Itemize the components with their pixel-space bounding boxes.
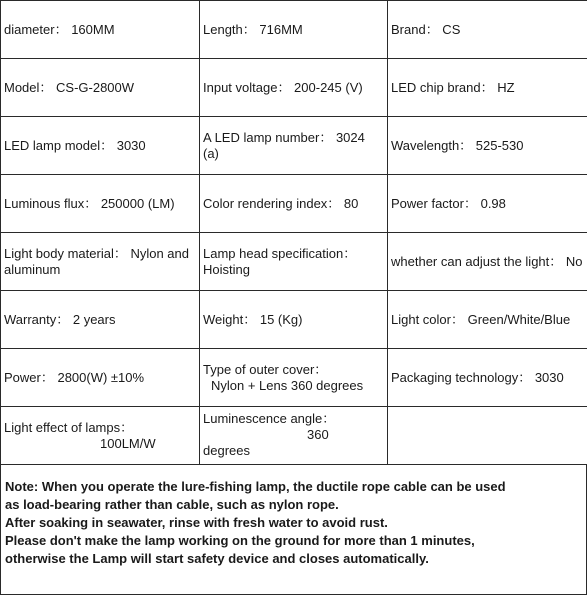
- note-line: Note: When you operate the lure-fishing lamp, the ductile rope cable can be used: [1, 478, 586, 496]
- spec-power: Power： 2800(W) ±10%: [1, 349, 200, 407]
- note-line: as load-bearing rather than cable, such as nylon rope.: [1, 496, 586, 514]
- table-row: [1, 233, 587, 291]
- table-row: [1, 117, 587, 175]
- safety-note: [0, 464, 587, 595]
- spec-outer-cover-label: Type of outer cover：: [203, 362, 327, 377]
- spec-luminous-flux: Luminous flux： 250000 (LM): [1, 175, 200, 233]
- spec-luminescence-angle-unit: degrees: [203, 443, 250, 458]
- spec-led-lamp-model: LED lamp model： 3030: [1, 117, 200, 175]
- note-line: otherwise the Lamp will start safety device and closes automatically.: [1, 550, 586, 568]
- spec-outer-cover-value: Nylon + Lens 360 degrees: [203, 378, 363, 393]
- spec-lamp-head-specification: Lamp head specification： Hoisting: [200, 233, 388, 291]
- table-row: [1, 349, 587, 407]
- spec-model: Model： CS-G-2800W: [1, 59, 200, 117]
- spec-packaging-technology: Packaging technology： 3030: [388, 349, 587, 407]
- spec-light-effect-value: 100LM/W: [4, 436, 196, 452]
- spec-outer-cover: [200, 349, 388, 407]
- spec-length: Length： 716MM: [200, 1, 388, 59]
- spec-light-effect-label: Light effect of lamps：: [4, 420, 133, 435]
- spec-brand: Brand： CS: [388, 1, 587, 59]
- spec-empty-cell: [388, 407, 587, 465]
- spec-diameter: diameter： 160MM: [1, 1, 200, 59]
- spec-led-lamp-number: A LED lamp number： 3024 (a): [200, 117, 388, 175]
- note-line: After soaking in seawater, rinse with fresh water to avoid rust.: [1, 514, 586, 532]
- spec-light-effect: [1, 407, 200, 465]
- spec-power-factor: Power factor： 0.98: [388, 175, 587, 233]
- table-row: [1, 291, 587, 349]
- spec-luminescence-angle-value: 360: [203, 427, 384, 443]
- spec-input-voltage: Input voltage： 200-245 (V): [200, 59, 388, 117]
- spec-luminescence-angle: [200, 407, 388, 465]
- note-line: Please don't make the lamp working on the ground for more than 1 minutes,: [1, 532, 586, 550]
- table-row: [1, 407, 587, 465]
- spec-light-body-material: Light body material： Nylon and aluminum: [1, 233, 200, 291]
- spec-light-color: Light color： Green/White/Blue: [388, 291, 587, 349]
- spec-led-chip-brand: LED chip brand： HZ: [388, 59, 587, 117]
- table-row: [1, 1, 587, 59]
- table-row: [1, 175, 587, 233]
- spec-warranty: Warranty： 2 years: [1, 291, 200, 349]
- spec-color-rendering-index: Color rendering index： 80: [200, 175, 388, 233]
- spec-adjust-light: whether can adjust the light： No: [388, 233, 587, 291]
- spec-luminescence-angle-label: Luminescence angle：: [203, 411, 335, 426]
- spec-weight: Weight： 15 (Kg): [200, 291, 388, 349]
- table-row: [1, 59, 587, 117]
- spec-wavelength: Wavelength： 525-530: [388, 117, 587, 175]
